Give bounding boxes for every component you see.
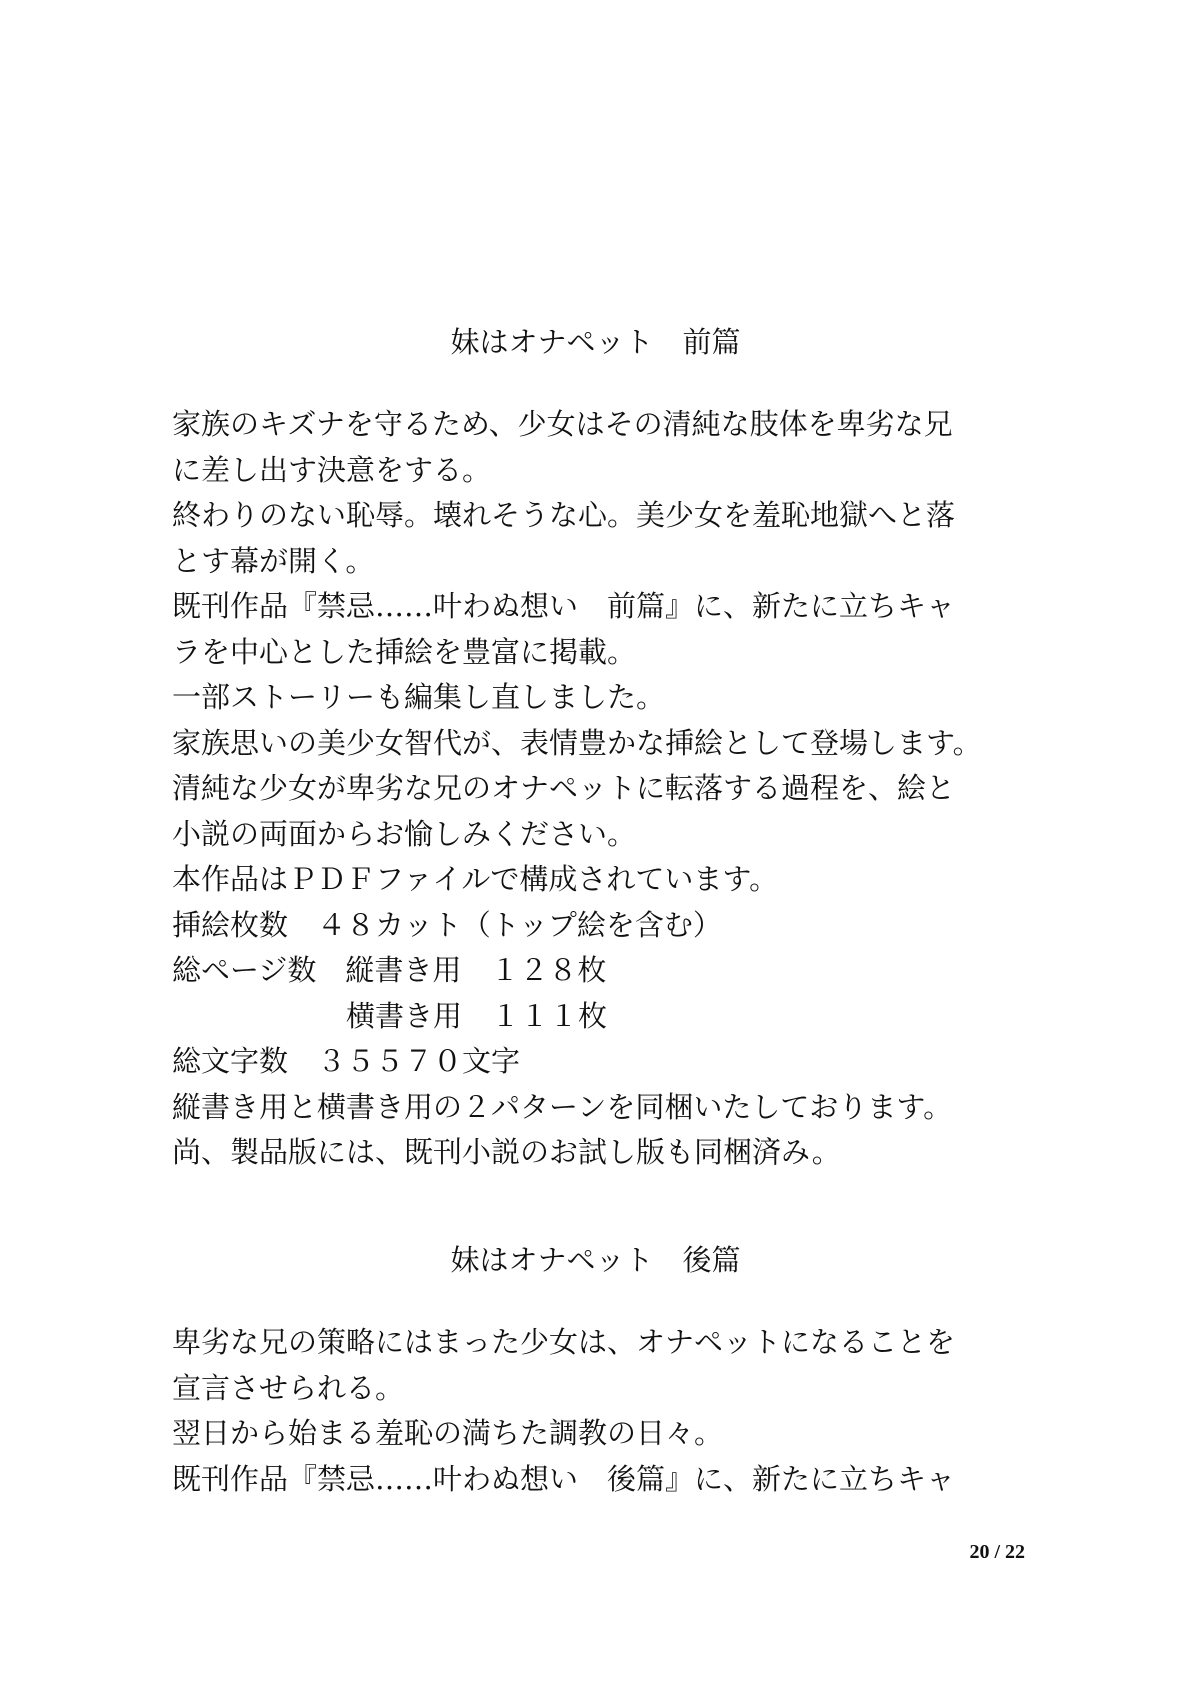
text-line: 卑劣な兄の策略にはまった少女は、オナペットになることを (172, 1325, 956, 1359)
text-line: 家族のキズナを守るため、少女はその清純な肢体を卑劣な兄 (172, 407, 953, 441)
text-line: 総ページ数 縦書き用 １２８枚 (172, 953, 607, 987)
text-line: 清純な少女が卑劣な兄のオナペットに転落する過程を、絵と (172, 771, 956, 805)
section-body-zenpen (172, 402, 1072, 1176)
section-title-kouhen: 妹はオナペット 後篇 (450, 1243, 741, 1277)
section-body-kouhen (172, 1320, 1072, 1502)
text-line: 宣言させられる。 (172, 1370, 405, 1405)
text-line: ラを中心とした挿絵を豊富に掲載。 (172, 634, 637, 669)
text-line: 既刊作品『禁忌……叶わぬ想い 前篇』に、新たに立ちキャ (172, 589, 956, 623)
text-line: 挿絵枚数 ４８カット（トップ絵を含む） (172, 907, 722, 942)
text-line: 本作品はＰＤＦファイルで構成されています。 (172, 862, 779, 896)
section-title-zenpen: 妹はオナペット 前篇 (450, 325, 741, 359)
text-line: 縦書き用と横書き用の２パターンを同梱いたしております。 (172, 1089, 953, 1124)
page-number: 20 / 22 (969, 1541, 1025, 1563)
text-line: 小説の両面からお愉しみください。 (172, 816, 637, 851)
text-line: 終わりのない恥辱。壊れそうな心。美少女を羞恥地獄へと落 (172, 498, 956, 532)
text-line: 一部ストーリーも編集し直しました。 (172, 680, 666, 714)
text-line: 総文字数 ３５５７０文字 (172, 1044, 521, 1078)
text-line: 家族思いの美少女智代が、表情豊かな挿絵として登場します。 (172, 725, 982, 760)
text-line: とす幕が開く。 (172, 543, 375, 578)
text-line: に差し出す決意をする。 (172, 452, 492, 487)
text-line: 既刊作品『禁忌……叶わぬ想い 後篇』に、新たに立ちキャ (172, 1461, 956, 1496)
text-line: 尚、製品版には、既刊小説のお試し版も同梱済み。 (172, 1135, 841, 1169)
text-line: 翌日から始まる羞恥の満ちた調教の日々。 (172, 1416, 724, 1450)
text-line: 横書き用 １１１枚 (172, 998, 608, 1033)
